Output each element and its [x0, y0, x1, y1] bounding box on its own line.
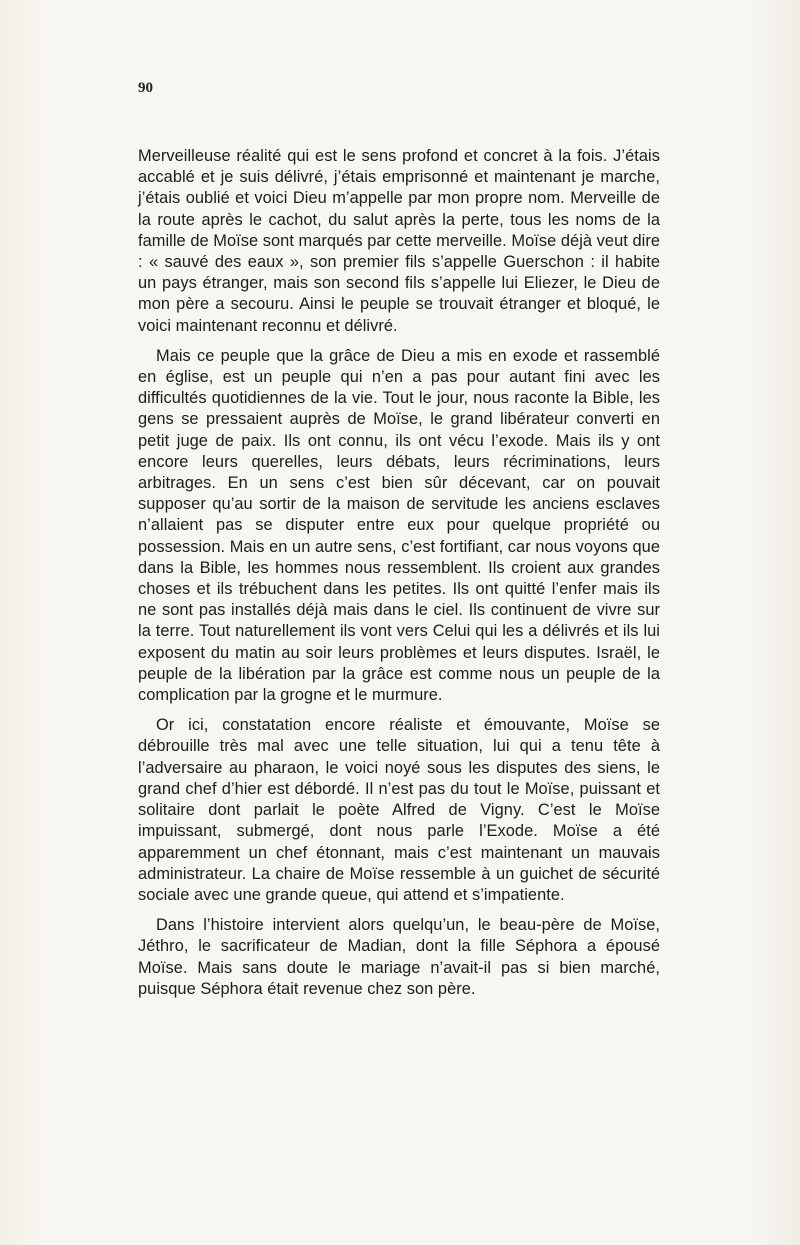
paragraph-3: Or ici, constatation encore réaliste et émouvante, Moïse se débrouille très mal avec une telle situation, lui qui a tenu tête à l’adversaire au pharaon, le voici noyé sous les disputes des siens, le grand chef d’hier est débordé. Il n’est pas du tout le Moïse, puissant et solitaire dont parlait le poète Alfred de Vigny. C’est le Moïse impuissant, submergé, dont nous parle l’Exode. Moïse a été apparemment un chef étonnant, mais c’est maintenant un mauvais administrateur. La chaire de Moïse ressemble à un guichet de sécurité sociale avec une grande queue, qui attend et s’impatiente. [138, 716, 660, 904]
paragraph-2: Mais ce peuple que la grâce de Dieu a mis en exode et rassemblé en église, est un peuple qui n’en a pas pour autant fini avec les difficultés quotidiennes de la vie. Tout le jour, nous raconte la Bible, les gens se pressaient auprès de Moïse, le grand libérateur converti en petit juge de paix. Ils ont connu, ils ont vécu l’exode. Mais ils y ont encore leurs querelles, leurs débats, leurs récriminations, leurs arbitrages. En un sens c’est bien sûr décevant, car on pouvait supposer qu’au sortir de la maison de servitude les anciens esclaves n’allaient pas se disputer entre eux pour quelque propriété ou possession. Mais en un autre sens, c’est fortifiant, car nous voyons que dans la Bible, les hommes nous ressemblent. Ils croient aux grandes choses et ils trébuchent dans les petites. Ils ont quitté l’enfer mais ils ne sont pas installés déjà mais dans le ciel. Ils continuent de vivre sur la terre. Tout naturellement ils vont vers Celui qui les a délivrés et ils lui exposent du matin au soir leurs problèmes et leurs disputes. Israël, le peuple de la libération par la grâce est comme nous un peuple de la complication par la grogne et le murmure. [138, 346, 661, 705]
page-number: 90 [138, 80, 153, 96]
paragraph-4: Dans l’histoire intervient alors quelqu’un, le beau-père de Moïse, Jéthro, le sacrificateur de Madian, dont la fille Séphora a épousé Moïse. Mais sans doute le mariage n’avait-il pas si bien marché, puisque Séphora était revenue chez son père. [138, 916, 660, 998]
body-text [138, 146, 660, 1009]
paragraph-1: Merveilleuse réalité qui est le sens profond et concret à la fois. J’étais accablé et je suis délivré, j’étais emprisonné et maintenant je marche, j’étais oublié et voici Dieu m’appelle par mon propre nom. Merveille de la route après le cachot, du salut après la perte, tous les noms de la famille de Moïse sont marqués par cette merveille. Moïse déjà veut dire : « sauvé des eaux », son premier fils s’appelle Guerschon : il habite un pays étranger, mais son second fils s’appelle lui Eliezer, le Dieu de mon père a secouru. Ainsi le peuple se trouvait étranger et bloqué, le voici maintenant reconnu et délivré. [138, 147, 660, 335]
